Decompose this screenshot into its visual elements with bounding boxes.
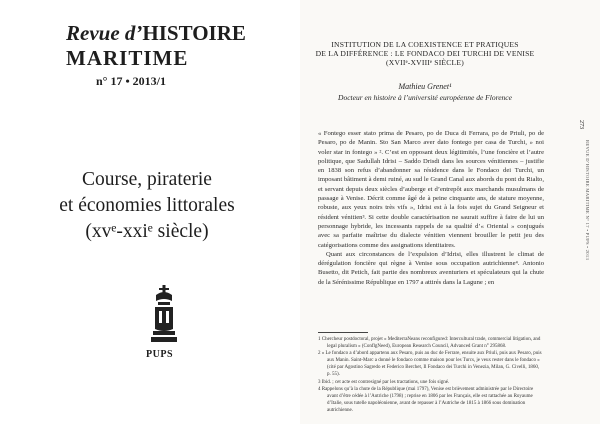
body-paragraph: « Fontego esser stato prima de Pesaro, po de Duca di Ferrara, po de Priuli, po de Pesaro, po de Manin. Sto San Marco aver dato fontego per casa de Turchi, » noi voler star in fontego » ². C’est en opposant deux légitimités, l’une foncière et l’autre politique, que Sadullah Idrisi – Saddo Drisdi dans les sources vénitiennes – justifie en 1838 son refus d’abandonner sa résidence dans le Fondaco dei Turchi, un imposant bâtiment à demi ruiné, au sud le Grand Canal aux abords du pont du Rialto, et servant depuis deux siècles d’auberge et d’entrepôt aux marchands musulmans de passage à Venise. Décrit comme âgé de à peine cinquante ans, de stature moyenne, robuste, aux yeux noirs très vifs », Idrisi est à la fois sujet du Grand Seigneur et résident vénitien³. Si cette double caractérisation ne saurait suffire à faire de lui un personnage hybride, les incessants rappels de sa qualité d’« Oriental » conjugués avec sa parfaite maîtrise du dialecte vénitien viennent brouiller le petit jeu des catégorisations comme des assignations identitaires.: [318, 130, 544, 249]
article-title-line2: DE LA DIFFÉRENCE : LE FONDACO DEI TURCHI DE VENISE: [315, 49, 535, 58]
footnotes: [318, 336, 544, 414]
issue-theme-line1: Course, piraterie: [82, 169, 212, 190]
article-author: Mathieu Grenet¹: [398, 82, 452, 91]
issue-theme-line3: (xvᵉ-xxiᵉ siècle): [85, 221, 209, 242]
issue-number: n° 17 • 2013/1: [96, 74, 167, 88]
author-affiliation: Docteur en histoire à l’université européenne de Florence: [338, 93, 512, 102]
journal-title: [66, 21, 246, 45]
footnote: 3 Ibid. ; cet acte est contresigné par les tractations, une fois signé.: [318, 379, 450, 385]
journal-cover: [0, 0, 292, 424]
footnote-divider: [318, 332, 368, 333]
footnote: 1 Chercheur postdoctoral, projet « MediterraNeans reconfigured: Intercultural trade, commercial litigation, and legal pluralism » (ConflgNeed), European Research Council, Advanced Grant n° 295868.: [318, 337, 541, 350]
journal-title-prefix: Revue d’: [66, 21, 143, 45]
issue-theme-line2: et économies littorales: [59, 195, 235, 216]
body-paragraph: Quant aux circonstances de l’expulsion d’Idrisi, elles illustrent le climat de dérégulation foncière qui règne à Venise sous occupation autrichienne⁴. Antonio Busetto, dit Petich, fait partie des nombreux aventuriers et spéculateurs qui la chute de la Sérénissime République en 1797 a attirés dans la Lagune ; en: [318, 250, 544, 286]
page-number: 273: [578, 120, 584, 129]
running-header: REVUE D’HISTOIRE MARITIME N° 17 • PUPS • 2013: [585, 140, 590, 261]
footnote: 2 « Le fondaco a d’abord appartenu aux Pesaro, puis au duc de Ferrare, ensuite aux Priuli, puis aux Pesaro, puis aux Manin. Saint-Marc a donné le fondaco comme maison pour les Turcs, je veux rester dans le fondaco » (cité par Agostino Sagredo et Federico Berchet, Il Fondaco dei Turchi in Venezia, Milan, G. Civelli, 1860, p. 55).: [318, 351, 542, 378]
article-title-line3: (XVIIᵉ-XVIIIᵉ SIÈCLE): [386, 58, 464, 67]
publisher-name: PUPS: [146, 349, 173, 360]
journal-title-main: HISTOIRE: [142, 21, 246, 45]
article-title-line1: INSTITUTION DE LA COEXISTENCE ET PRATIQUES: [331, 40, 519, 49]
publisher-logo-icon: [150, 285, 178, 347]
article-body: [318, 129, 544, 287]
journal-title-line2: MARITIME: [66, 46, 189, 70]
footnote: 4 Rappelons qu’à la chute de la République (mai 1797), Venise est brièvement administrée par le Directoire avant d’être cédée à l’Autriche (1798) ; reprise en 1806 par les Français, elle est rattachée au Royaume d’Italie, sous tutelle napoléonienne, avant de repasser à l’Autriche de 1815 à 1866 sous domination autrichienne.: [318, 386, 534, 413]
article-page: [300, 0, 600, 424]
